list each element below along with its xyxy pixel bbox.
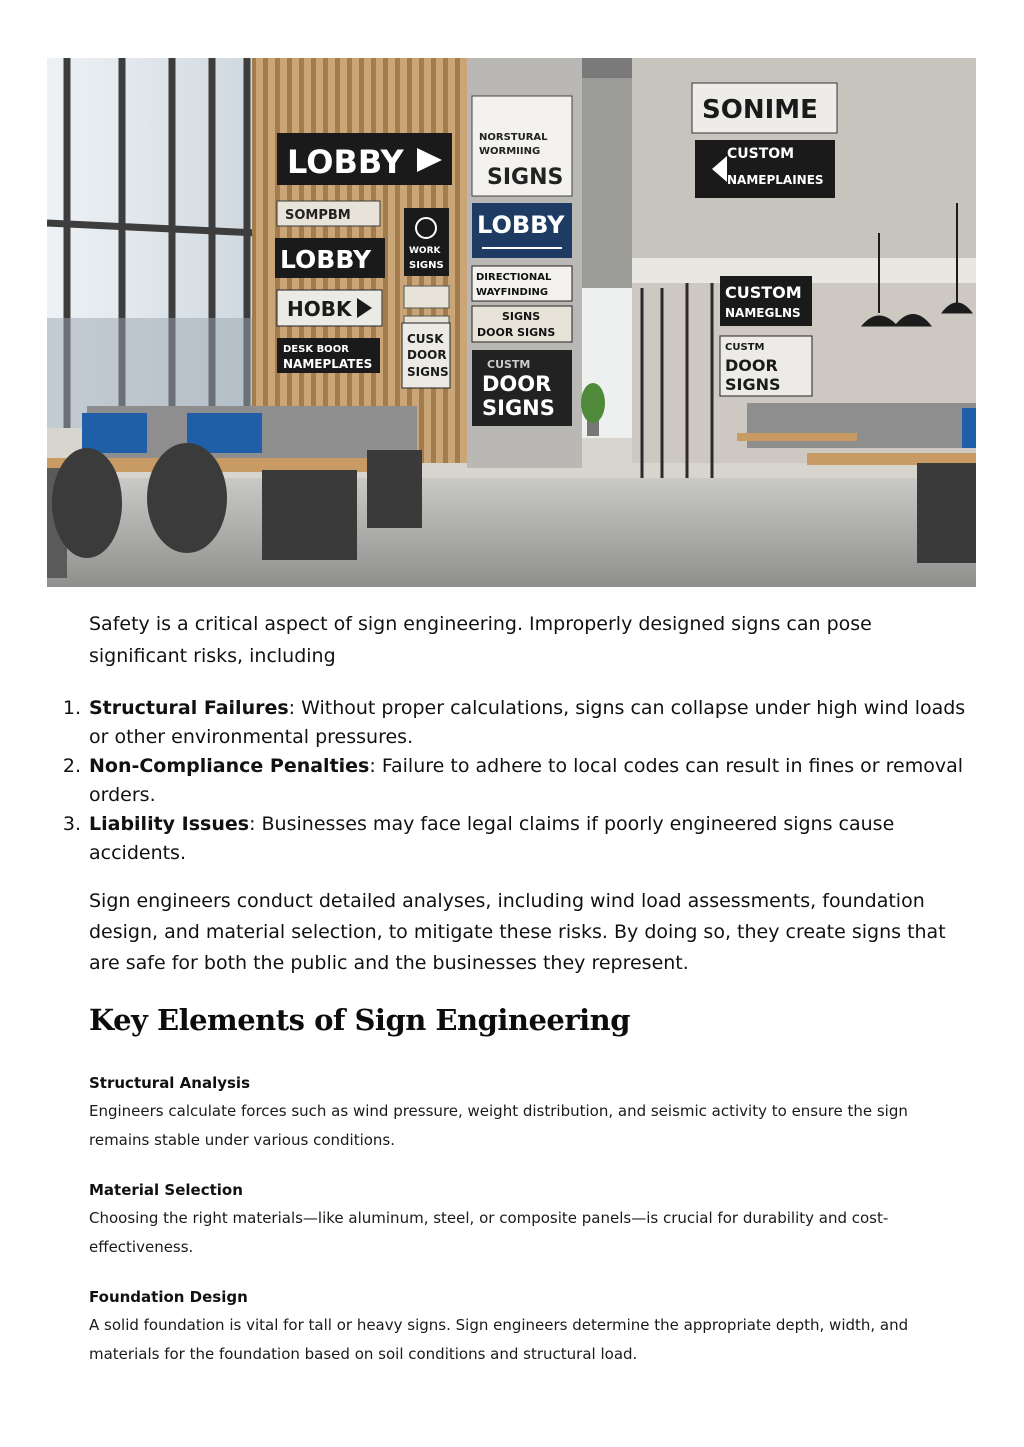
svg-text:SOMPBM: SOMPBM	[285, 208, 351, 223]
risk-description: : Without proper calculations, signs can collapse under high wind loads or other environmental pressures.	[89, 697, 966, 748]
risk-term: Liability Issues	[89, 813, 250, 835]
svg-text:DIRECTIONAL: DIRECTIONAL	[476, 272, 552, 283]
element-body: Choosing the right materials—like aluminum, steel, or composite panels—is crucial for durability and cost-effectiveness.	[89, 1209, 889, 1256]
svg-text:NAMEPLATES: NAMEPLATES	[283, 357, 373, 371]
list-number: 3.	[62, 813, 81, 835]
intro-paragraph: Safety is a critical aspect of sign engineering. Improperly designed signs can pose significant risks, including	[89, 613, 872, 667]
svg-text:CUSTOM: CUSTOM	[725, 283, 802, 302]
list-item	[62, 752, 977, 810]
element-title: Structural Analysis	[89, 1074, 251, 1092]
element-body: A solid foundation is vital for tall or heavy signs. Sign engineers determine the appropriate depth, width, and materials for the foundation based on soil conditions and structural load.	[89, 1316, 909, 1363]
sign-lobby-main	[277, 133, 452, 185]
svg-text:SIGNS: SIGNS	[487, 165, 564, 190]
svg-text:DOOR: DOOR	[482, 372, 552, 396]
svg-text:DOOR: DOOR	[725, 356, 778, 375]
element-title: Material Selection	[89, 1181, 243, 1199]
element-foundation-design	[89, 1285, 969, 1369]
svg-text:DESK BOOR: DESK BOOR	[283, 344, 349, 355]
svg-text:CUSTM: CUSTM	[487, 358, 531, 371]
sign-sonime	[692, 83, 837, 133]
svg-text:WORMIING: WORMIING	[479, 146, 541, 157]
sign-cusk-door	[402, 323, 450, 388]
sign-desk-nameplates	[277, 338, 380, 373]
svg-text:WORK: WORK	[409, 246, 441, 256]
svg-text:DOOR: DOOR	[407, 348, 447, 362]
list-item	[62, 694, 977, 752]
svg-text:SONIME: SONIME	[702, 95, 818, 125]
sign-directional-wayfinding	[472, 266, 572, 301]
sign-custm-door-right	[720, 336, 812, 396]
svg-text:NAMEGLNS: NAMEGLNS	[725, 306, 801, 320]
risk-description: : Businesses may face legal claims if poorly engineered signs cause accidents.	[89, 813, 895, 864]
element-structural-analysis	[89, 1071, 969, 1155]
sign-lobby-second	[275, 238, 385, 278]
section-title: Key Elements of Sign Engineering	[89, 1003, 631, 1037]
svg-text:LOBBY: LOBBY	[477, 211, 565, 239]
svg-text:DOOR SIGNS: DOOR SIGNS	[477, 326, 556, 339]
svg-text:NORSTURAL: NORSTURAL	[479, 132, 548, 143]
sign-hobk	[277, 290, 382, 326]
sign-horizontal-signs	[472, 96, 572, 196]
sign-custm-door-signs	[472, 350, 572, 426]
element-title: Foundation Design	[89, 1288, 248, 1306]
list-item	[62, 810, 977, 868]
risk-description: : Failure to adhere to local codes can result in fines or removal orders.	[89, 755, 964, 806]
svg-text:SIGNS: SIGNS	[407, 365, 449, 379]
list-number: 2.	[62, 755, 81, 777]
svg-text:HOBK: HOBK	[287, 297, 352, 321]
sign-lobby-blue	[472, 203, 572, 258]
element-body: Engineers calculate forces such as wind pressure, weight distribution, and seismic activity to ensure the sign remains stable under various conditions.	[89, 1102, 908, 1149]
svg-text:SIGNS: SIGNS	[482, 396, 555, 420]
risk-list	[62, 694, 977, 868]
sign-door-signs-small	[472, 306, 572, 342]
svg-text:CUSTOM: CUSTOM	[727, 146, 795, 162]
svg-text:CUSTM: CUSTM	[725, 342, 765, 353]
office-signage-illustration	[47, 58, 976, 587]
svg-text:LOBBY: LOBBY	[280, 245, 372, 274]
risk-term: Structural Failures	[89, 697, 289, 719]
risk-term: Non-Compliance Penalties	[89, 755, 370, 777]
svg-text:LOBBY: LOBBY	[287, 143, 404, 181]
svg-text:SIGNS: SIGNS	[502, 310, 541, 323]
sign-custom-nameplaines	[695, 140, 835, 198]
sign-work-signs	[404, 208, 449, 276]
svg-text:WAYFINDING: WAYFINDING	[476, 287, 549, 298]
svg-text:SIGNS: SIGNS	[725, 375, 781, 394]
sign-custom-nameglns	[720, 276, 812, 326]
element-material-selection	[89, 1178, 969, 1262]
svg-text:SIGNS: SIGNS	[409, 260, 444, 271]
svg-text:NAMEPLAINES: NAMEPLAINES	[727, 173, 824, 187]
svg-text:CUSK: CUSK	[407, 332, 444, 346]
mitigation-paragraph: Sign engineers conduct detailed analyses, including wind load assessments, foundation design, and material selection, to mitigate these risks. By doing so, they create signs that are safe for both the public and the businesses they represent.	[89, 890, 946, 974]
hero-image	[47, 58, 976, 587]
list-number: 1.	[62, 697, 81, 719]
sign-sompbm	[277, 201, 380, 226]
left-windows	[47, 58, 257, 428]
